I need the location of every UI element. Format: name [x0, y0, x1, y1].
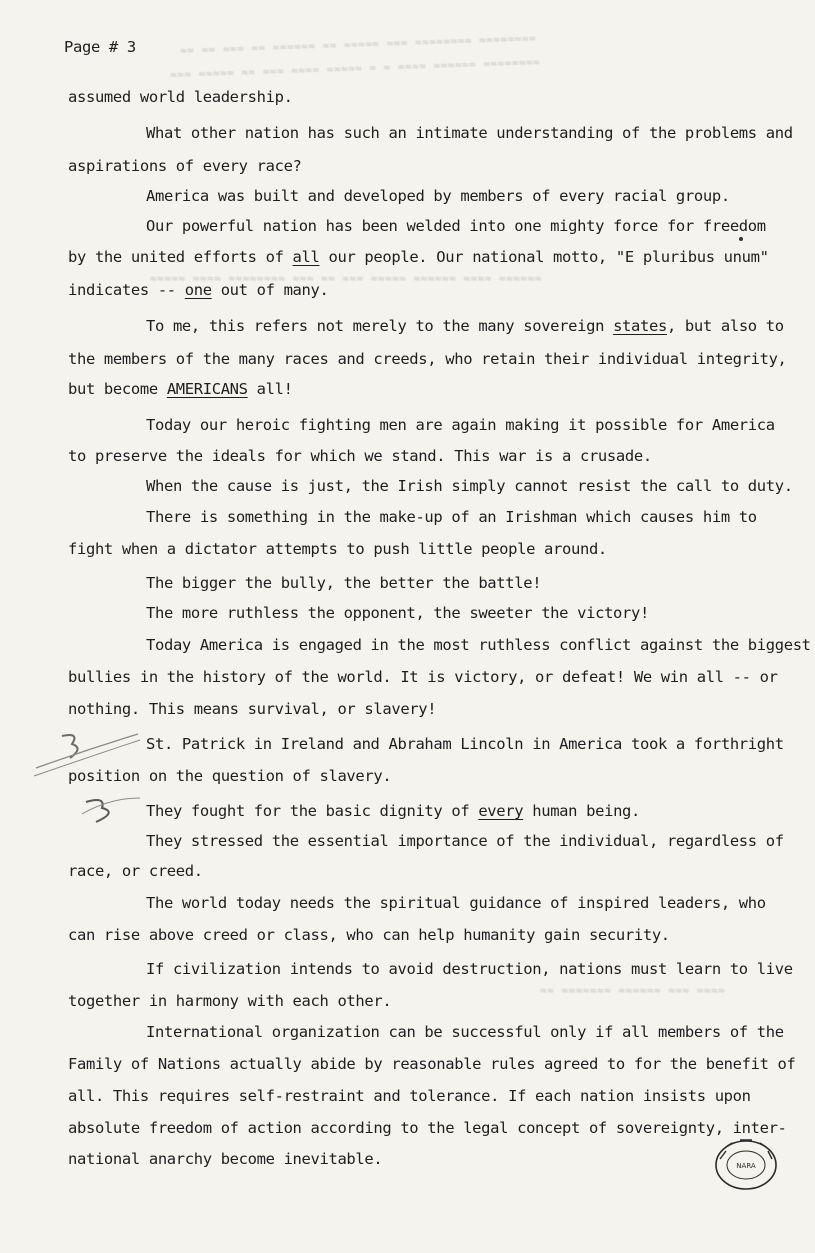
- text-line: [68, 88, 293, 106]
- text-line: [68, 350, 787, 368]
- bleed-through-text: ≈≈ ≈≈ ≈≈≈ ≈≈ ≈≈≈≈≈≈ ≈≈ ≈≈≈≈≈ ≈≈≈ ≈≈≈≈≈≈≈≈ ≈≈≈≈≈≈≈≈: [179, 31, 537, 58]
- text-line: [68, 157, 302, 175]
- text-segment: There is something in the make-up of an Irishman which causes him to: [146, 508, 757, 526]
- text-segment: The more ruthless the opponent, the sweeter the victory!: [146, 604, 649, 622]
- text-segment: bullies in the history of the world. It is victory, or defeat! We win all -- or: [68, 668, 778, 686]
- library-stamp-seal: [712, 1137, 780, 1193]
- text-line: [68, 1087, 751, 1105]
- text-segment: the members of the many races and creeds, who retain their individual integrity,: [68, 350, 787, 368]
- svg-text:NARA: NARA: [736, 1162, 756, 1170]
- text-segment: national anarchy become inevitable.: [68, 1150, 383, 1168]
- text-segment: absolute freedom of action according to the legal concept of sovereignty, inter-: [68, 1119, 787, 1137]
- underlined-word: every: [478, 802, 524, 820]
- text-line: [68, 862, 203, 880]
- page-header: Page # 3: [64, 38, 136, 56]
- text-segment: Family of Nations actually abide by reasonable rules agreed to for the benefit of: [68, 1055, 796, 1073]
- text-line: [68, 380, 293, 398]
- text-line: [146, 832, 784, 850]
- text-line: [68, 540, 607, 558]
- text-line: [146, 604, 649, 622]
- text-segment: Our powerful nation has been welded into one mighty force for freedom: [146, 217, 766, 235]
- text-segment: all. This requires self-restraint and tolerance. If each nation insists upon: [68, 1087, 751, 1105]
- text-line: [146, 477, 793, 495]
- text-segment: To me, this refers not merely to the many sovereign: [146, 317, 614, 335]
- underlined-word: all: [292, 248, 320, 266]
- text-line: [146, 217, 766, 235]
- text-line: [68, 281, 328, 299]
- text-line: [146, 636, 811, 654]
- text-line: [146, 894, 766, 912]
- text-line: [68, 447, 652, 465]
- text-line: [146, 1023, 784, 1041]
- text-segment: assumed world leadership.: [68, 88, 293, 106]
- text-line: [68, 1119, 787, 1137]
- text-segment: America was built and developed by members of every racial group.: [146, 187, 730, 205]
- text-segment: If civilization intends to avoid destruction, nations must learn to live: [146, 960, 793, 978]
- text-segment: together in harmony with each other.: [68, 992, 392, 1010]
- text-segment: aspirations of every race?: [68, 157, 302, 175]
- text-segment: fight when a dictator attempts to push little people around.: [68, 540, 607, 558]
- underlined-word: states: [613, 317, 667, 335]
- text-segment: indicates --: [68, 281, 185, 299]
- text-line: [146, 124, 793, 142]
- bleed-through-text: ≈≈≈≈≈ ≈≈≈≈ ≈≈≈≈≈≈≈≈ ≈≈≈ ≈≈ ≈≈≈ ≈≈≈≈≈ ≈≈≈≈≈≈ ≈≈≈≈ ≈≈≈≈≈≈: [150, 272, 542, 285]
- text-line: [146, 960, 793, 978]
- text-segment: They fought for the basic dignity of: [146, 802, 479, 820]
- text-line: [68, 1150, 382, 1168]
- text-segment: They stressed the essential importance of the individual, regardless of: [146, 832, 784, 850]
- underlined-word: one: [184, 281, 212, 299]
- text-segment: When the cause is just, the Irish simply cannot resist the call to duty.: [146, 477, 793, 495]
- text-line: [68, 1055, 796, 1073]
- text-segment: by the united efforts of: [68, 248, 293, 266]
- text-line: [68, 248, 769, 266]
- text-segment: St. Patrick in Ireland and Abraham Lincoln in America took a forthright: [146, 735, 784, 753]
- text-segment: Today America is engaged in the most ruthless conflict against the biggest: [146, 636, 811, 654]
- text-line: [146, 187, 730, 205]
- text-line: [146, 574, 541, 592]
- text-segment: position on the question of slavery.: [68, 767, 392, 785]
- bleed-through-text: ≈≈ ≈≈≈≈≈≈≈ ≈≈≈≈≈≈ ≈≈≈ ≈≈≈≈: [540, 984, 726, 997]
- text-line: [146, 735, 784, 753]
- text-segment: The world today needs the spiritual guidance of inspired leaders, who: [146, 894, 766, 912]
- text-line: [68, 700, 436, 718]
- text-segment: but become: [68, 380, 167, 398]
- text-line: [68, 668, 778, 686]
- text-segment: Today our heroic fighting men are again making it possible for America: [146, 416, 775, 434]
- text-segment: our people. Our national motto, "E pluribus unum": [319, 248, 769, 266]
- text-segment: nothing. This means survival, or slavery!: [68, 700, 437, 718]
- text-line: [146, 416, 775, 434]
- text-line: [146, 802, 640, 820]
- ink-dot: [739, 237, 743, 241]
- text-line: [146, 317, 784, 335]
- text-line: [68, 992, 391, 1010]
- text-segment: human being.: [523, 802, 641, 820]
- underlined-word: AMERICANS: [166, 380, 248, 398]
- text-segment: all!: [247, 380, 293, 398]
- text-segment: , but also to: [666, 317, 784, 335]
- text-segment: to preserve the ideals for which we stand. This war is a crusade.: [68, 447, 652, 465]
- text-segment: out of many.: [211, 281, 329, 299]
- bleed-through-text: ≈≈≈ ≈≈≈≈≈ ≈≈ ≈≈≈ ≈≈≈≈ ≈≈≈≈≈ ≈ ≈ ≈≈≈≈ ≈≈≈≈≈≈ ≈≈≈≈≈≈≈≈: [169, 55, 541, 82]
- text-segment: What other nation has such an intimate understanding of the problems and: [146, 124, 793, 142]
- text-line: [146, 508, 757, 526]
- text-segment: can rise above creed or class, who can help humanity gain security.: [68, 926, 670, 944]
- text-line: [68, 926, 670, 944]
- text-segment: International organization can be successful only if all members of the: [146, 1023, 784, 1041]
- text-segment: The bigger the bully, the better the battle!: [146, 574, 542, 592]
- margin-annotation-mark: [26, 728, 146, 824]
- text-segment: race, or creed.: [68, 862, 203, 880]
